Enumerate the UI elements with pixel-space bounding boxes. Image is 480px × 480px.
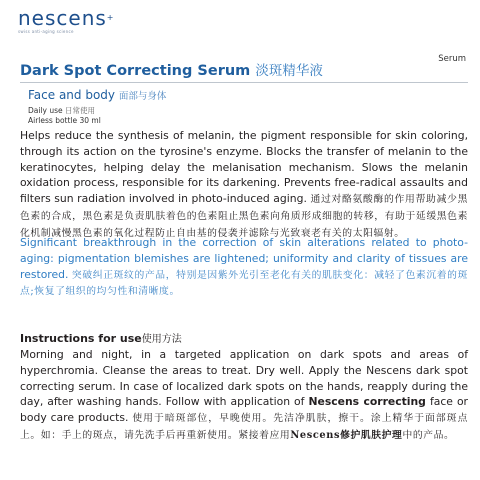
daily-use-label	[28, 105, 95, 116]
instructions-body-en: Morning and night, in a targeted application on dark spots and areas of hyperchromia. Cleanse the areas to treat. Dry well. Apply the Nescens dark spot correcting serum. In case of localized dark spots on the hands, reapply during the day, after washing hands. Follow with application of	[20, 348, 468, 409]
instructions-brand-en: Nescens correcting	[308, 395, 426, 409]
description-paragraph	[20, 128, 468, 242]
product-title-cn: 淡斑精华液	[255, 63, 323, 79]
plus-icon: +	[106, 13, 115, 22]
daily-use-en: Daily use	[28, 106, 63, 115]
logo-tagline: swiss anti-aging science	[18, 29, 74, 34]
instructions-heading	[20, 330, 182, 345]
description-cn: 通过对酪氨酸酶的作用帮助减少黑色素的合成，黑色素是负责肌肤着色的色素阻止黑色素向角质形成细胞的转移，有助于延缓黑色素化机制减慢黑色素的氧化过程防止自由基的侵袭并滤除与光致衰老有关的太阳辐射。	[20, 194, 468, 239]
instructions-heading-cn: 使用方法	[141, 334, 182, 345]
highlight-en: Significant breakthrough in the correction of skin alterations related to photo-aging: pigmentation blemishes are lightened; uniformity and clarity of tissues are restored.	[20, 236, 468, 281]
highlight-paragraph	[20, 235, 468, 300]
instructions-body-cn-end: 中的产品。	[402, 429, 455, 441]
usage-heading	[28, 88, 166, 102]
logo-wordmark: nescens+	[18, 6, 115, 30]
highlight-cn: 突破纠正斑纹的产品，特别是因紫外光引至老化有关的肌肤变化：减轻了色素沉着的斑点;恢复了组织的均匀性和清晰度。	[20, 269, 468, 298]
instructions-heading-en: Instructions for use	[20, 332, 142, 345]
product-title	[20, 59, 323, 79]
instructions-tail-en: face or body care products.	[20, 395, 468, 425]
usage-heading-en: Face and body	[28, 88, 116, 102]
title-divider	[20, 82, 468, 83]
product-title-en: Dark Spot Correcting Serum	[20, 63, 251, 79]
instructions-body-cn: 使用于暗斑部位，早晚使用。先洁净肌肤，擦干。涂上精华于面部斑点上。如：手上的斑点，请先洗手后再重新使用。紧接着应用	[20, 413, 468, 441]
daily-use-cn: 日常使用	[65, 106, 96, 115]
description-en: Helps reduce the synthesis of melanin, the pigment responsible for skin coloring, through its action on the tyrosine's enzyme. Blocks the transfer of melanin to the keratinocytes, helping delay the melanisation mechanism. Slows the melanin oxidation process, responsible for its darkening. Prevents free-radical assaults and filters sun radiation involved in photo-induced aging.	[20, 129, 468, 206]
category-label: Serum	[438, 54, 466, 64]
packaging-label: Airless bottle 30 ml	[28, 116, 101, 125]
instructions-brand-cn: Nescens修护肌肤护理	[290, 429, 403, 441]
usage-heading-cn: 面部与身体	[118, 91, 167, 102]
brand-logo	[18, 8, 115, 35]
instructions-paragraph	[20, 347, 468, 444]
